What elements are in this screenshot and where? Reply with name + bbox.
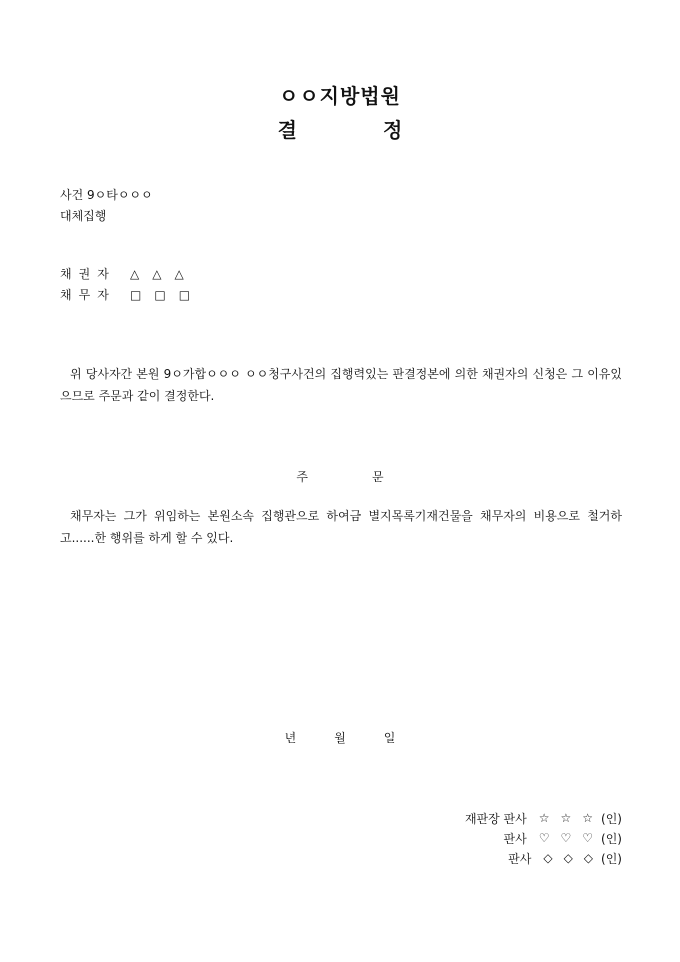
creditor-label-char: 권 (78, 267, 91, 281)
triangle-icon: △ (152, 266, 162, 281)
creditor-name-placeholder (130, 267, 184, 281)
debtor-label-char: 자 (97, 288, 109, 302)
document-title-char: 결 (277, 118, 297, 142)
creditor-row (60, 265, 184, 282)
judges-signature-block (465, 808, 622, 868)
associate-judge-row (465, 828, 622, 848)
debtor-row (60, 286, 190, 303)
debtor-name-placeholder (130, 288, 190, 302)
debtor-label-char: 채 (60, 288, 72, 302)
heart-icon: ♡ (538, 831, 550, 845)
star-icon: ☆ (538, 811, 550, 825)
document-title (0, 114, 680, 143)
diamond-icon: ◇ (583, 851, 594, 865)
seal-mark: (인) (601, 831, 622, 846)
judge-title: 판사 (508, 851, 532, 866)
diamond-icon: ◇ (543, 851, 553, 865)
debtor-label-char: 무 (78, 288, 91, 302)
document-title-char: 정 (383, 118, 403, 142)
order-heading (0, 468, 680, 485)
triangle-icon: △ (174, 266, 184, 281)
judge-name-placeholder (539, 811, 593, 825)
judge-name-placeholder (539, 831, 593, 845)
judge-name-placeholder (543, 851, 593, 865)
square-icon: □ (178, 287, 191, 302)
date-month: 월 (334, 731, 346, 745)
debtor-label (60, 286, 130, 303)
creditor-label (60, 265, 130, 282)
heart-icon: ♡ (582, 831, 594, 845)
judge-title: 판사 (503, 831, 527, 846)
court-name: ㅇㅇ지방법원 (279, 84, 401, 108)
presiding-judge-row (465, 808, 622, 828)
square-icon: □ (154, 287, 166, 302)
triangle-icon: △ (130, 266, 140, 281)
decision-date (0, 729, 680, 746)
order-paragraph: 채무자는 그가 위임하는 본원소속 집행관으로 하여금 별지목록기재건물을 채무자의 비용으로 철거하고......한 행위를 하게 할 수 있다. (60, 509, 622, 545)
star-icon: ☆ (560, 811, 572, 825)
judge-title: 재판장 판사 (464, 811, 527, 826)
creditor-label-char: 채 (60, 267, 72, 281)
associate-judge-row (465, 848, 622, 868)
decision-reason-paragraph: 위 당사자간 본원 9ㅇ가합ㅇㅇㅇ ㅇㅇ청구사건의 집행력있는 판결정본에 의한 채권자의 신청은 그 이유있으므로 주문과 같이 결정한다. (60, 367, 622, 403)
seal-mark: (인) (601, 851, 622, 866)
heart-icon: ♡ (560, 831, 572, 845)
order-heading-char: 주 (296, 470, 308, 484)
square-icon: □ (130, 287, 142, 302)
seal-mark: (인) (601, 811, 622, 826)
star-icon: ☆ (582, 811, 594, 825)
case-number: 사건 9ㅇ타ㅇㅇㅇ (60, 188, 153, 202)
date-day: 일 (383, 731, 396, 745)
diamond-icon: ◇ (563, 851, 573, 865)
date-year: 년 (284, 731, 297, 745)
order-heading-char: 문 (372, 470, 384, 484)
creditor-label-char: 자 (97, 267, 109, 281)
case-name: 대체집행 (60, 209, 107, 223)
